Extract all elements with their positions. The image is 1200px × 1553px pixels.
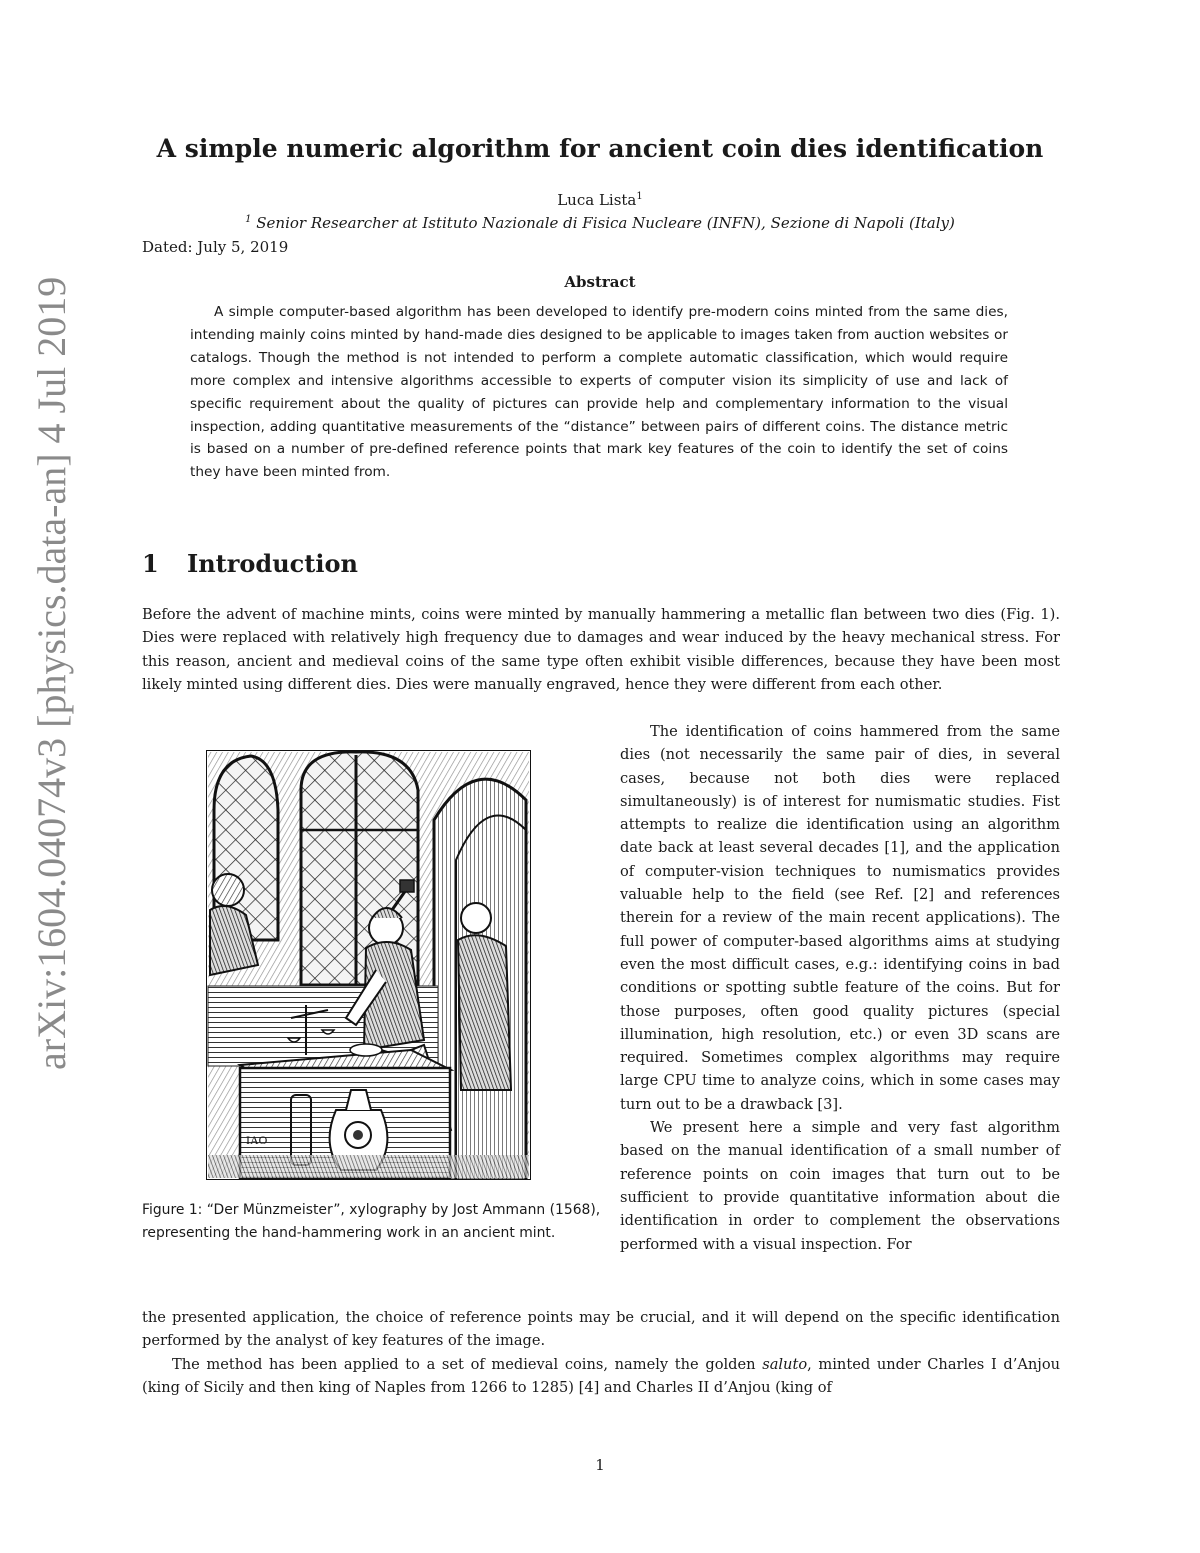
figure-1-woodcut <box>206 750 531 1180</box>
author-line <box>0 191 1200 209</box>
page-number: 1 <box>595 1456 605 1474</box>
section-number: 1 <box>142 549 159 578</box>
affiliation-line <box>0 214 1200 232</box>
author-superscript: 1 <box>636 191 643 202</box>
full-width-paragraph-2 <box>142 1353 1060 1400</box>
affiliation: Senior Researcher at Istituto Nazionale di Fisica Nucleare (INFN), Sezione di Napoli (Italy) <box>256 214 955 232</box>
affiliation-superscript: 1 <box>245 214 252 225</box>
intro-paragraph-1: Before the advent of machine mints, coins were minted by manually hammering a metallic flan between two dies (Fig. 1). Dies were replaced with relatively high frequency due to damages and wear induced by the heavy mechanical stress. For this reason, ancient and medieval coins of the same type often exhibit visible differences, because they have been most likely minted using different dies. Dies were manually engraved, hence they were different from each other. <box>142 606 1060 693</box>
saluto-term: saluto <box>762 1356 808 1373</box>
author-name: Luca Lista <box>557 191 637 209</box>
dated-line: Dated: July 5, 2019 <box>142 238 289 256</box>
column-paragraph-2: We present here a simple and very fast algorithm based on the manual identification of a small number of reference points on coin images that turn out to be sufficient to provide quantitative information about die identification in order to complement the observations performed with a visual inspection. For <box>620 1119 1060 1253</box>
paper-title: A simple numeric algorithm for ancient coin dies identification <box>156 134 1044 163</box>
abstract-text: A simple computer-based algorithm has been developed to identify pre-modern coins minted from the same dies, intending mainly coins minted by hand-made dies designed to be applicable to images taken from auction websites or catalogs. Though the method is not intended to perform a complete automatic classification, which would require more complex and intensive algorithms accessible to experts of computer vision its simplicity of use and lack of specific requirement about the quality of pictures can provide help and complementary information to the visual inspection, adding quantitative measurements of the “distance” between pairs of different coins. The distance metric is based on a number of pre-defined reference points that mark key features of the coin to identify the set of coins they have been minted from. <box>190 304 1008 481</box>
arxiv-side-stamp: arXiv:1604.04074v3 [physics.data-an] 4 Jul 2019 <box>29 276 74 1070</box>
woodcut-inscription: IAO <box>246 1133 268 1147</box>
column-paragraph-1: The identification of coins hammered from the same dies (not necessarily the same pair of dies, in several cases, because not both dies were replaced simultaneously) is of interest for numismatic studies. Fist attempts to realize die identification using an algorithm date back at least several decades [1], and the application of computer-vision techniques to numismatics provides valuable help to the field (see Ref. [2] and references therein for a review of the main recent applications). The full power of computer-based algorithms aims at studying even the most difficult cases, e.g.: identifying coins in bad conditions or spotting subtle feature of the coins. But for those purposes, often good quality pictures (special illumination, high resolution, etc.) or even 3D scans are required. Sometimes complex algorithms may require large CPU time to analyze coins, which in some cases may turn out to be a drawback [3]. <box>620 723 1060 1113</box>
paragraph-2-start: The method has been applied to a set of medieval coins, namely the golden <box>172 1356 763 1373</box>
right-column <box>620 720 1060 1256</box>
woodcut-illustration <box>206 750 531 1180</box>
paragraph-2-end: , minted under Charles I d’Anjou (king of Sicily and then king of Naples from 1266 to 1285) [4] and Charles II d’Anjou (king of <box>142 1356 1061 1397</box>
section-heading <box>142 549 358 578</box>
abstract-heading: Abstract <box>564 273 636 291</box>
section-title: Introduction <box>187 549 358 578</box>
full-width-paragraph-1: the presented application, the choice of reference points may be crucial, and it will depend on the specific identification performed by the analyst of key features of the image. <box>142 1309 1060 1350</box>
figure-1-caption: Figure 1: “Der Münzmeister”, xylography by Jost Ammann (1568), representing the hand-hammering work in an ancient mint. <box>142 1202 601 1242</box>
